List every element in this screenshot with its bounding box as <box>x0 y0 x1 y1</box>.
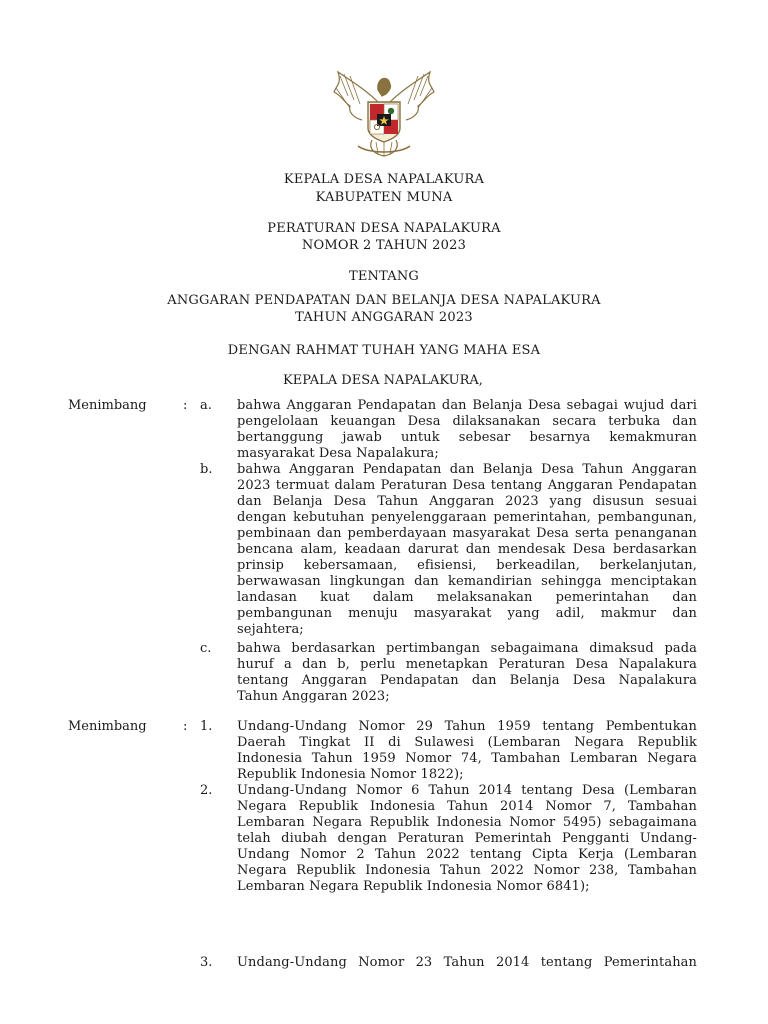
subject-line-2: TAHUN ANGGARAN 2023 <box>295 310 473 325</box>
section2-label: Menimbang <box>68 719 147 734</box>
item-c-line: Tahun Anggaran 2023; <box>237 689 390 704</box>
item-2-line: Undang Nomor 2 Tahun 2022 tentang Cipta Kerja (Lembaran <box>237 847 697 862</box>
regulation-line-1: PERATURAN DESA NAPALAKURA <box>267 221 501 236</box>
item-b-line: pembinaan dan pemberdayaan masyarakat Desa serta penanganan <box>237 526 697 541</box>
tentang-heading: TENTANG <box>348 269 420 284</box>
item-c-marker: c. <box>200 641 212 656</box>
item-1-line: Daerah Tingkat II di Sulawesi (Lembaran Negara Republik <box>237 735 697 750</box>
item-b-line: prinsip kebersamaan, efisiensi, berkeadilan, berkelanjutan, <box>237 558 697 573</box>
item-b-line: pembangunan menuju masyarakat yang adil, makmur dan <box>237 606 697 621</box>
item-c-text <box>237 641 697 705</box>
item-c-line: tentang Anggaran Pendapatan dan Belanja Desa Napalakura <box>237 673 697 688</box>
section1-colon: : <box>183 398 188 413</box>
item-b-line: dan Belanja Desa Tahun Anggaran 2023 yang disusun sesuai <box>237 494 697 509</box>
item-2-line: Lembaran Negara Republik Indonesia Nomor 6841); <box>237 879 590 894</box>
item-b-line: sejahtera; <box>237 622 304 637</box>
garuda-pancasila-emblem <box>328 62 440 162</box>
item-a-line: bertanggung jawab untuk sebesar besarnya kemakmuran <box>237 430 697 445</box>
item-2-marker: 2. <box>200 783 213 798</box>
item-a-marker: a. <box>200 398 212 413</box>
section1-label: Menimbang <box>68 398 147 413</box>
item-c-line: huruf a dan b, perlu menetapkan Peraturan Desa Napalakura <box>237 657 697 672</box>
section2-colon: : <box>183 719 188 734</box>
item-2-line: Undang-Undang Nomor 6 Tahun 2014 tentang Desa (Lembaran <box>237 783 697 798</box>
item-b-line: 2023 termuat dalam Peraturan Desa tentang Anggaran Pendapatan <box>237 478 697 493</box>
item-c-line: bahwa berdasarkan pertimbangan sebagaimana dimaksud pada <box>237 641 697 656</box>
item-b-text <box>237 462 697 638</box>
item-b-line: dengan kebutuhan penyelenggaraan pemerintahan, pembangunan, <box>237 510 697 525</box>
item-2-line: Negara Republik Indonesia Tahun 2022 Nomor 238, Tambahan <box>237 863 697 878</box>
regulation-line-2: NOMOR 2 TAHUN 2023 <box>301 238 467 253</box>
invocation: DENGAN RAHMAT TUHAH YANG MAHA ESA <box>227 343 541 358</box>
item-b-line: berwawasan lingkungan dan kemandirian sehingga menciptakan <box>237 574 697 589</box>
item-3-line: Undang-Undang Nomor 23 Tahun 2014 tentang Pemerintahan <box>237 955 697 969</box>
item-a-text <box>237 398 697 462</box>
item-1-line: Republik Indonesia Nomor 1822); <box>237 767 464 782</box>
item-2-line: telah diubah dengan Peraturan Pemerintah Pengganti Undang- <box>237 831 697 846</box>
item-b-line: bahwa Anggaran Pendapatan dan Belanja Desa Tahun Anggaran <box>237 462 697 477</box>
item-2-text <box>237 783 697 895</box>
item-3-marker: 3. <box>200 955 213 970</box>
item-b-marker: b. <box>200 462 213 477</box>
item-2-line: Negara Republik Indonesia Tahun 2014 Nomor 7, Tambahan <box>237 799 697 814</box>
item-a-line: masyarakat Desa Napalakura; <box>237 446 439 461</box>
item-2-line: Lembaran Negara Republik Indonesia Nomor 5495) sebagaimana <box>237 815 697 830</box>
item-1-line: Undang-Undang Nomor 29 Tahun 1959 tentang Pembentukan <box>237 719 697 734</box>
item-1-marker: 1. <box>200 719 213 734</box>
title-line-2: KABUPATEN MUNA <box>315 190 453 205</box>
title-line-1: KEPALA DESA NAPALAKURA <box>283 172 485 187</box>
item-b-line: landasan kuat dalam melaksanakan pemerintahan dan <box>237 590 697 605</box>
item-1-line: Indonesia Tahun 1959 Nomor 74, Tambahan Lembaran Negara <box>237 751 697 766</box>
official-title: KEPALA DESA NAPALAKURA, <box>283 373 483 388</box>
item-3-text <box>237 955 697 969</box>
item-a-line: bahwa Anggaran Pendapatan dan Belanja Desa sebagai wujud dari <box>237 398 697 413</box>
item-b-line: bencana alam, keadaan darurat dan mendesak Desa berdasarkan <box>237 542 697 557</box>
item-1-text <box>237 719 697 783</box>
item-a-line: pengelolaan keuangan Desa dilaksanakan secara terbuka dan <box>237 414 697 429</box>
subject-line-1: ANGGARAN PENDAPATAN DAN BELANJA DESA NAPALAKURA <box>167 293 601 308</box>
